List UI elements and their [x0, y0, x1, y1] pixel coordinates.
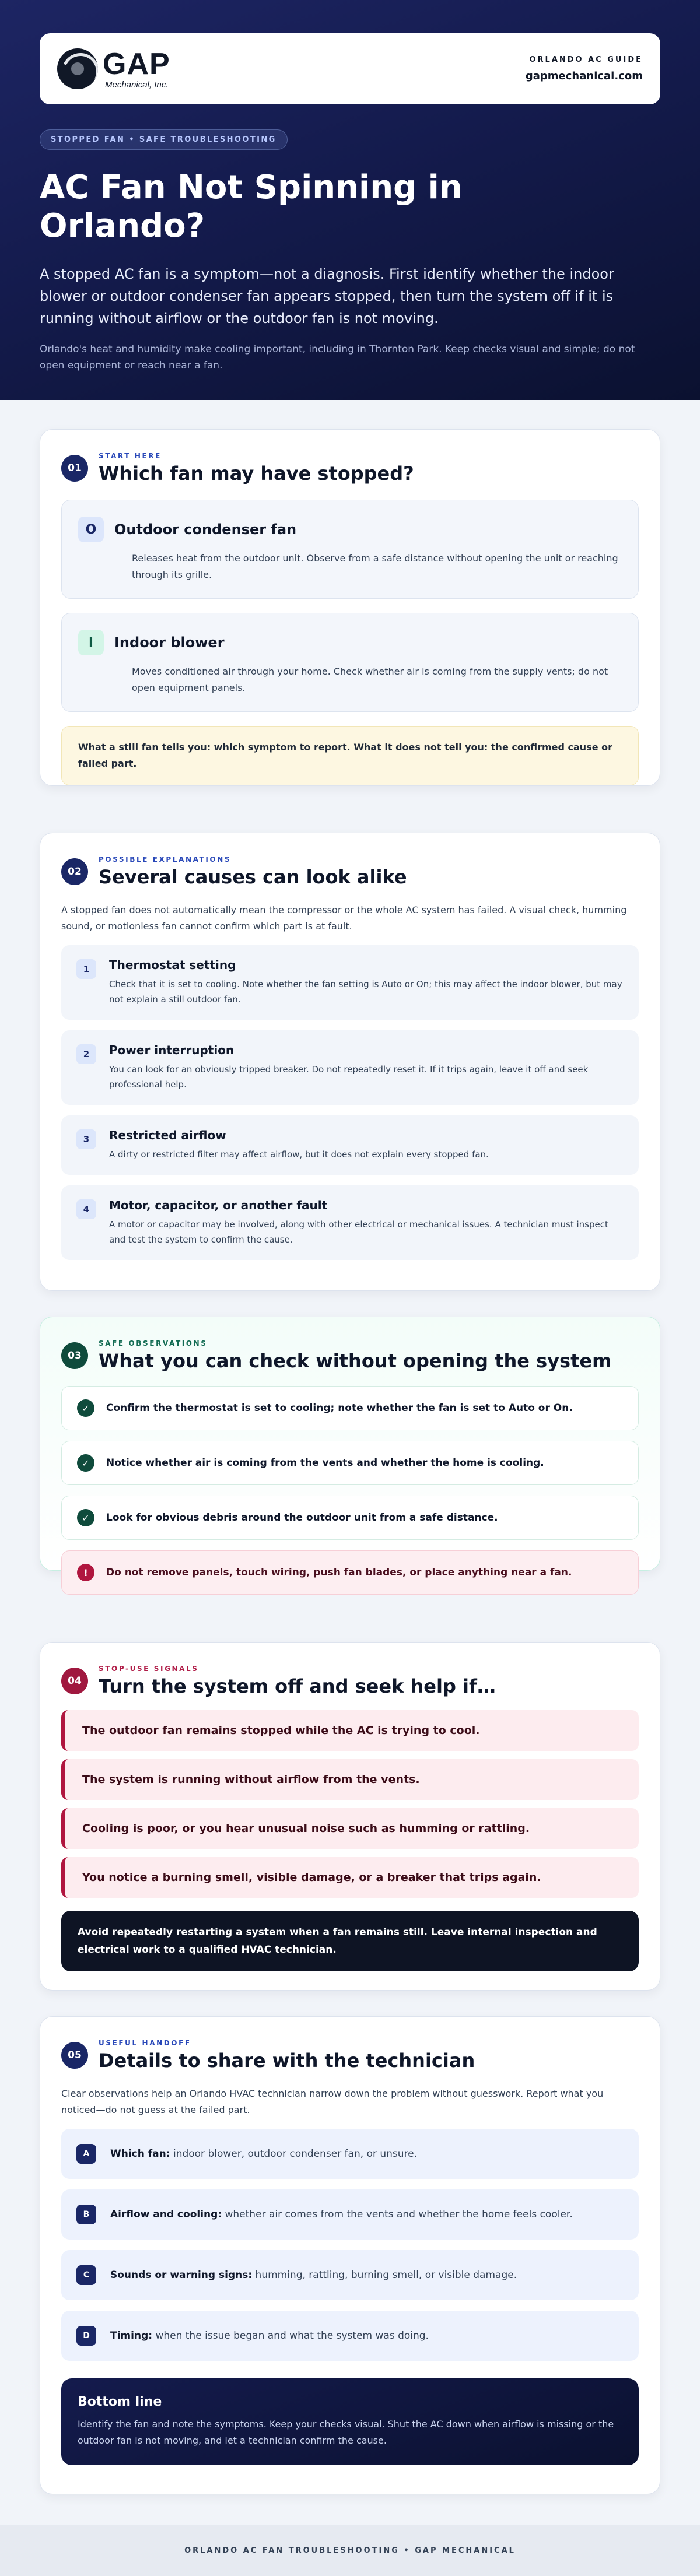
cause-desc: You can look for an obviously tripped breaker. Do not repeatedly reset it. If it trips again, leave it off and seek professional help. [109, 1064, 589, 1090]
check-text: Look for obvious debris around the outdoor unit from a safe distance. [106, 1512, 498, 1524]
detail-text: when the issue began and what the system was doing. [152, 2330, 429, 2342]
check-item [61, 1496, 639, 1540]
stop-signal-item: You notice a burning smell, visible damage, or a breaker that trips again. [61, 1857, 639, 1898]
cause-title: Motor, capacitor, or another fault [109, 1198, 328, 1212]
cause-item [61, 1185, 639, 1260]
fan-desc: Releases heat from the outdoor unit. Observe from a safe distance without opening the unit or reaching through its grille. [132, 553, 618, 580]
cause-desc: A dirty or restricted filter may affect airflow, but it does not explain every stopped fan. [109, 1149, 489, 1160]
stop-signal-item: Cooling is poor, or you hear unusual noise such as humming or rattling. [61, 1808, 639, 1849]
cause-item [61, 1115, 639, 1175]
section-technician-details [40, 2016, 660, 2494]
section-number: 03 [61, 1342, 88, 1369]
guide-kicker: ORLANDO AC GUIDE [529, 55, 643, 64]
check-text: Confirm the thermostat is set to cooling; note whether the fan is set to Auto or On. [106, 1402, 573, 1414]
detail-text: humming, rattling, burning smell, or visible damage. [252, 2269, 517, 2281]
bottom-line-box [61, 2378, 639, 2465]
section-number: 02 [61, 858, 88, 885]
hero-lead: A stopped AC fan is a symptom—not a diagnosis. First identify whether the indoor blower or outdoor condenser fan appears stopped, then turn the system off if it is running without airflow or the outdoor fan is not moving. [40, 266, 614, 327]
section-kicker: USEFUL HANDOFF [99, 2039, 191, 2047]
bottom-line-text: Identify the fan and note the symptoms. Keep your checks visual. Shut the AC down when airflow is missing or the outdoor fan is not moving, and let a technician confirm the cause. [78, 2419, 614, 2446]
check-item [61, 1441, 639, 1485]
detail-item [61, 2311, 639, 2361]
section-kicker: POSSIBLE EXPLANATIONS [99, 855, 232, 864]
cause-item [61, 945, 639, 1020]
section-causes [40, 833, 660, 1291]
section-kicker: SAFE OBSERVATIONS [99, 1339, 208, 1347]
check-icon: ✓ [77, 1509, 94, 1526]
site-link[interactable]: gapmechanical.com [525, 70, 643, 82]
section-intro: Clear observations help an Orlando HVAC technician narrow down the problem without guesswork. Report what you noticed—do not guess at the failed part. [61, 2088, 604, 2115]
hero-pill: STOPPED FAN • SAFE TROUBLESHOOTING [40, 129, 288, 150]
detail-text: whether air comes from the vents and whether the home feels cooler. [222, 2209, 573, 2220]
section-safe-checks [40, 1317, 660, 1578]
detail-letter: B [76, 2205, 96, 2224]
section-title: Turn the system off and seek help if… [99, 1675, 496, 1697]
gear-logo-icon [57, 48, 98, 89]
what-it-tells-note: What a still fan tells you: which symptom to report. What it does not tell you: the confirmed cause or failed part. [61, 726, 639, 785]
logo-main: GAP [103, 47, 170, 81]
section-number: 04 [61, 1668, 88, 1694]
section-kicker: STOP-USE SIGNALS [99, 1665, 199, 1673]
cause-desc: Check that it is set to cooling. Note whether the fan setting is Auto or On; this may affect the indoor blower, but may not explain a still outdoor fan. [109, 979, 622, 1005]
cause-title: Restricted airflow [109, 1128, 226, 1142]
fan-card-indoor [61, 613, 639, 712]
indoor-fan-icon: I [78, 630, 104, 655]
section-title: Several causes can look alike [99, 866, 407, 888]
warning-text: Do not remove panels, touch wiring, push fan blades, or place anything near a fan. [106, 1567, 572, 1578]
fan-card-outdoor [61, 500, 639, 599]
hero-note: Orlando's heat and humidity make cooling important, including in Thornton Park. Keep checks visual and simple; do not open equipment or reach near a fan. [40, 343, 635, 371]
detail-label: Airflow and cooling: [110, 2209, 222, 2220]
detail-letter: A [76, 2144, 96, 2164]
cause-desc: A motor or capacitor may be involved, along with other electrical or mechanical issues. A technician must inspect and test the system to confirm the cause. [109, 1219, 608, 1245]
warning-icon: ! [77, 1564, 94, 1581]
logo[interactable] [57, 48, 170, 89]
cause-number: 4 [76, 1199, 96, 1219]
detail-text: indoor blower, outdoor condenser fan, or unsure. [170, 2148, 418, 2160]
restart-warning: Avoid repeatedly restarting a system when a fan remains still. Leave internal inspection and electrical work to a qualified HVAC technician. [61, 1911, 639, 1971]
section-title: Details to share with the technician [99, 2049, 475, 2072]
section-stop-signals [40, 1642, 660, 1991]
detail-label: Timing: [110, 2330, 153, 2342]
cause-number: 2 [76, 1044, 96, 1064]
footer: ORLANDO AC FAN TROUBLESHOOTING • GAP MECHANICAL [0, 2525, 700, 2576]
page-title: AC Fan Not Spinning in Orlando? [40, 169, 463, 245]
logo-sub: Mechanical, Inc. [105, 79, 169, 90]
detail-label: Which fan: [110, 2148, 170, 2160]
outdoor-fan-icon: O [78, 517, 104, 542]
detail-letter: C [76, 2265, 96, 2285]
section-number: 01 [61, 455, 88, 482]
warning-item [61, 1550, 639, 1595]
check-item [61, 1386, 639, 1430]
detail-label: Sounds or warning signs: [110, 2269, 253, 2281]
section-number: 05 [61, 2042, 88, 2069]
check-text: Notice whether air is coming from the vents and whether the home is cooling. [106, 1457, 544, 1469]
section-title: What you can check without opening the system [99, 1350, 612, 1372]
detail-letter: D [76, 2326, 96, 2346]
detail-item [61, 2250, 639, 2300]
fan-name: Outdoor condenser fan [114, 521, 297, 538]
hero [0, 0, 700, 400]
fan-name: Indoor blower [114, 634, 225, 651]
section-intro: A stopped fan does not automatically mean the compressor or the whole AC system has failed. A visual check, humming sound, or motionless fan cannot confirm which part is at fault. [61, 904, 627, 932]
section-title: Which fan may have stopped? [99, 462, 414, 485]
detail-item [61, 2129, 639, 2179]
section-which-fan [40, 429, 660, 786]
stop-signal-item: The system is running without airflow from the vents. [61, 1759, 639, 1800]
detail-item [61, 2189, 639, 2240]
brand-bar [40, 33, 660, 104]
cause-title: Thermostat setting [109, 958, 236, 972]
cause-number: 3 [76, 1129, 96, 1149]
section-kicker: START HERE [99, 452, 162, 460]
check-icon: ✓ [77, 1454, 94, 1472]
cause-item [61, 1030, 639, 1105]
cause-number: 1 [76, 959, 96, 979]
check-icon: ✓ [77, 1399, 94, 1417]
bottom-line-title: Bottom line [78, 2395, 162, 2409]
fan-desc: Moves conditioned air through your home. Check whether air is coming from the supply vents; do not open equipment panels. [132, 666, 608, 693]
stop-signal-item: The outdoor fan remains stopped while the AC is trying to cool. [61, 1710, 639, 1751]
cause-title: Power interruption [109, 1043, 235, 1057]
